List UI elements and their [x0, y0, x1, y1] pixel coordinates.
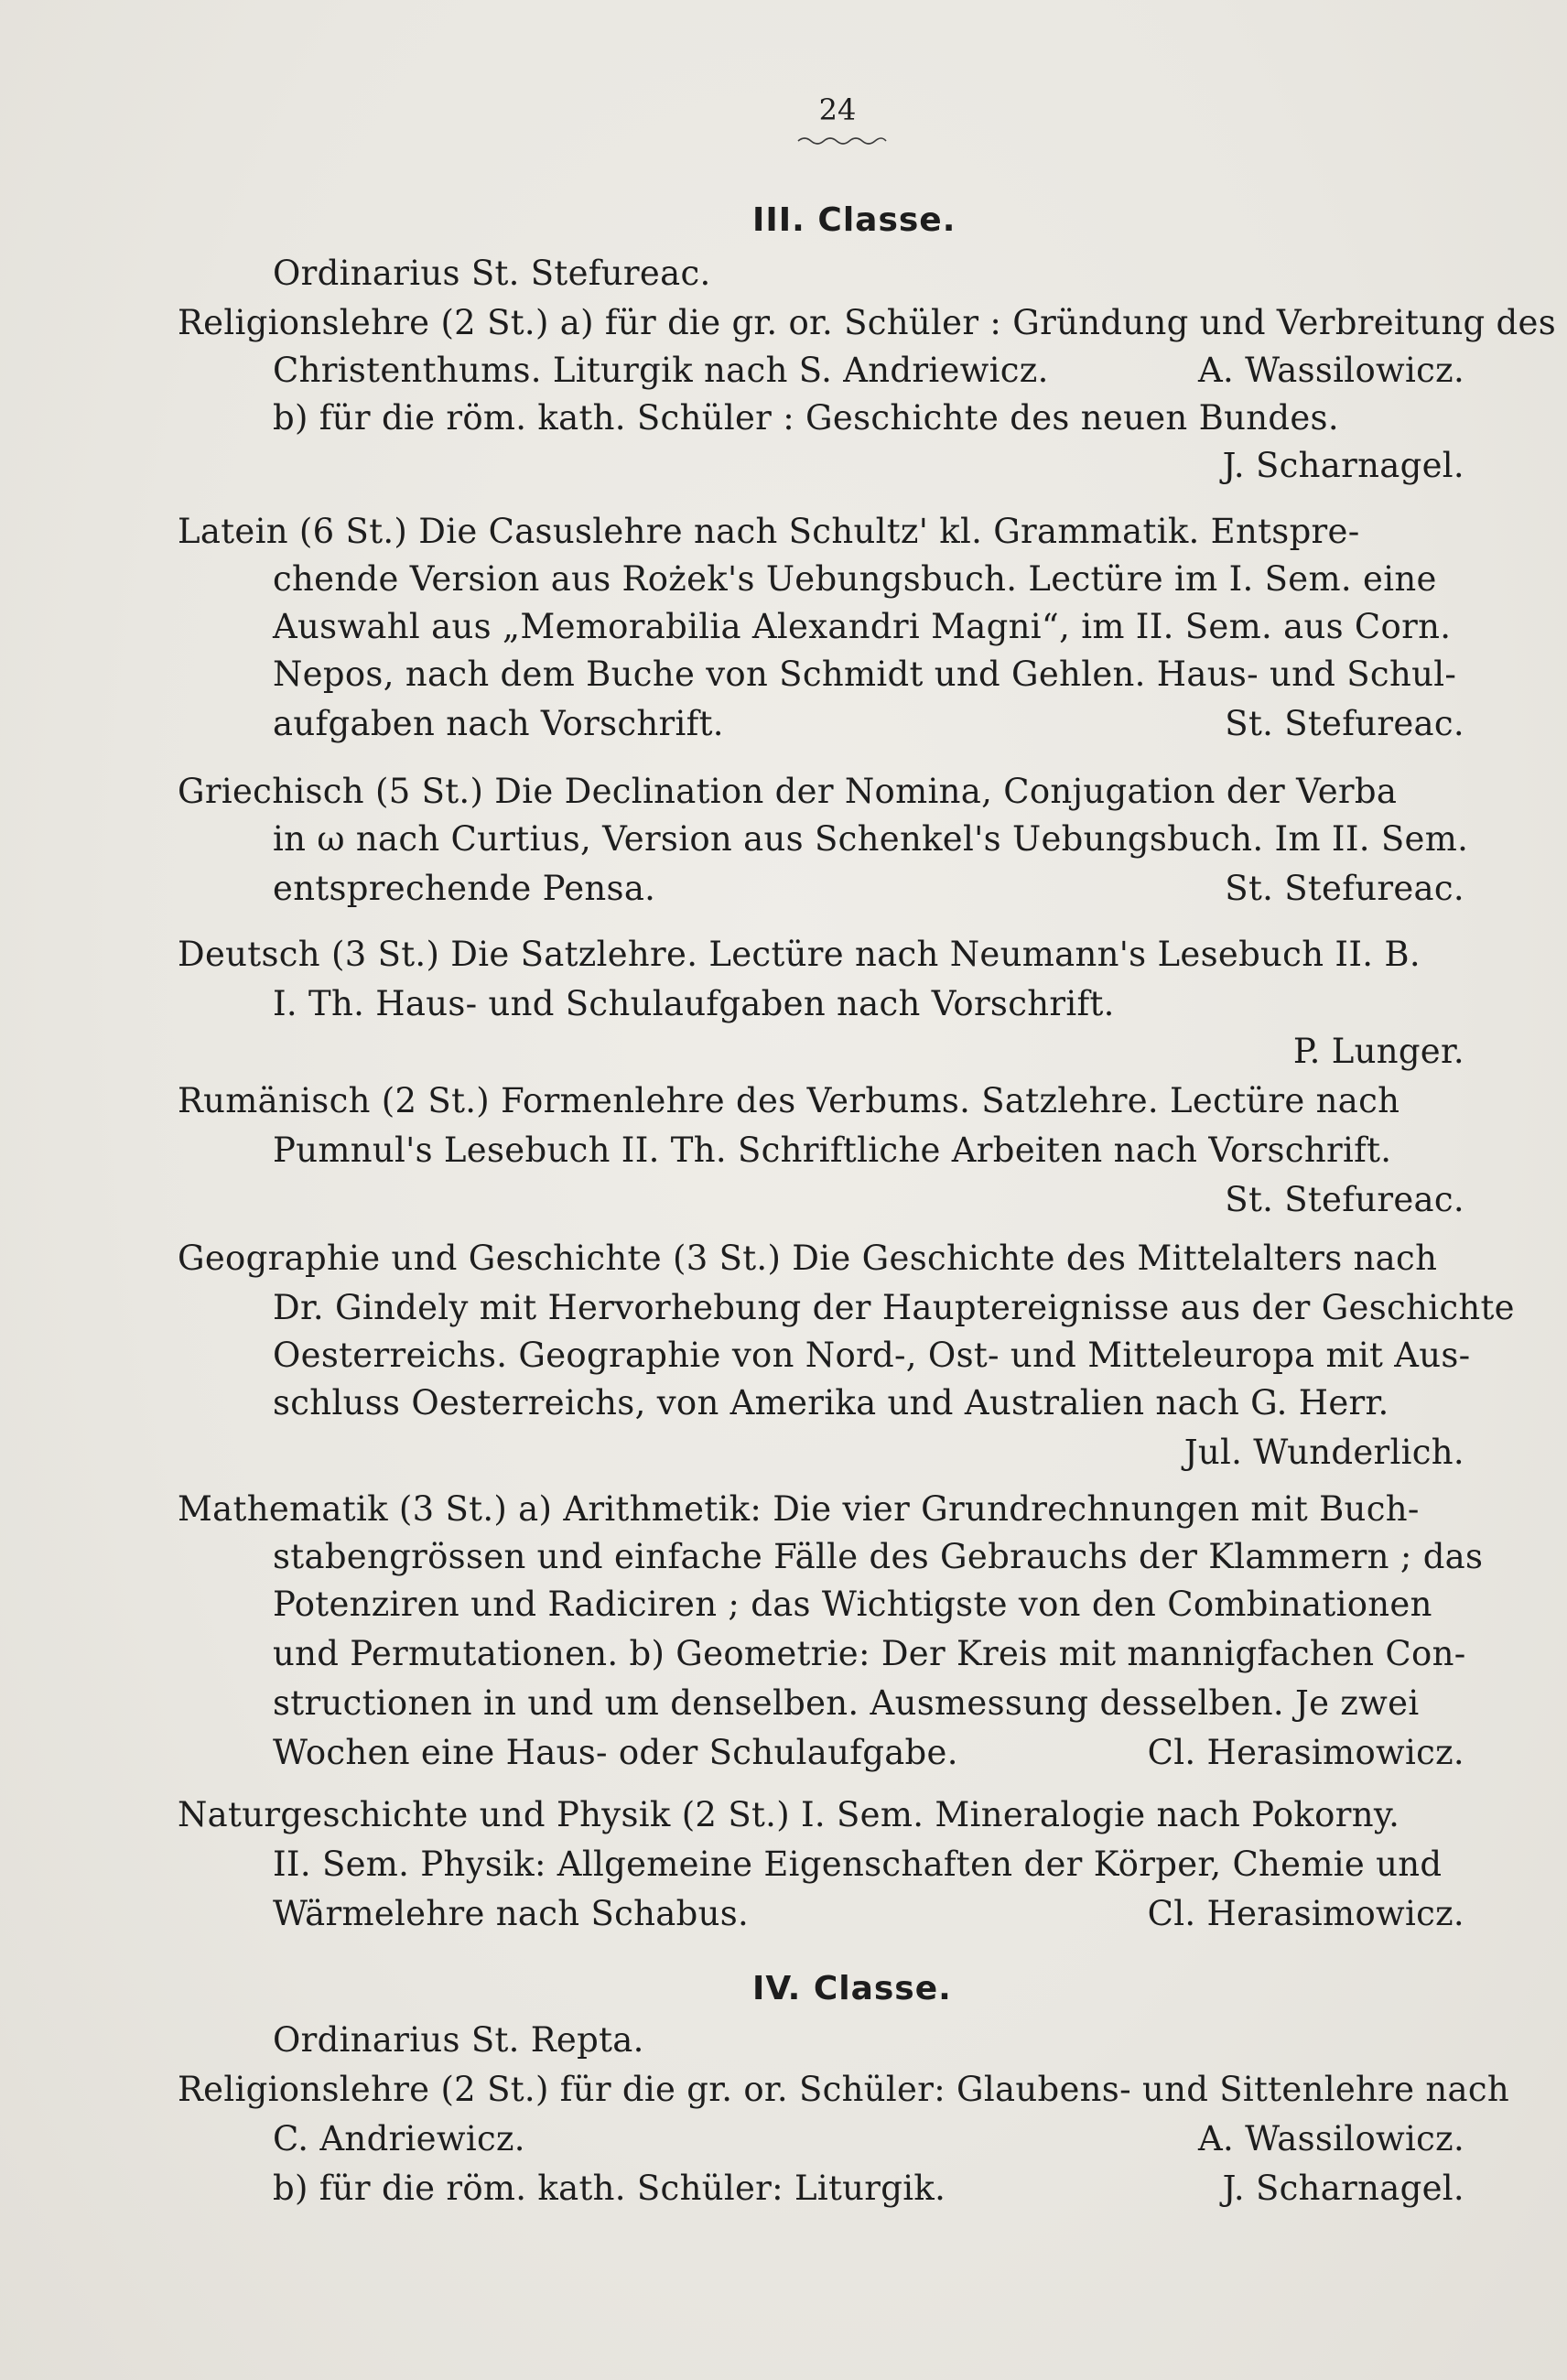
section-iv-title: IV. Classe. — [752, 1970, 952, 2007]
text-line: Latein (6 St.) Die Casuslehre nach Schultz' kl. Grammatik. Entspre- — [178, 512, 1360, 551]
text-line: Oesterreichs. Geographie von Nord-, Ost- und Mitteleuropa mit Aus- — [273, 1336, 1471, 1375]
text-line: Naturgeschichte und Physik (2 St.) I. Sem. Mineralogie nach Pokorny. — [178, 1795, 1400, 1834]
text-line: Geographie und Geschichte (3 St.) Die Geschichte des Mittelalters nach — [178, 1239, 1438, 1278]
text-line: Griechisch (5 St.) Die Declination der Nomina, Conjugation der Verba — [178, 772, 1398, 811]
teacher-signature: J. Scharnagel. — [1222, 2169, 1464, 2208]
teacher-signature: St. Stefureac. — [1225, 704, 1464, 743]
text-line: schluss Oesterreichs, von Amerika und Australien nach G. Herr. — [273, 1383, 1389, 1423]
text-line: I. Th. Haus- und Schulaufgaben nach Vorschrift. — [273, 984, 1115, 1023]
text-line: Wärmelehre nach Schabus. — [273, 1894, 750, 1933]
text-line: Religionslehre (2 St.) für die gr. or. Schüler: Glaubens- und Sittenlehre nach — [178, 2070, 1510, 2109]
teacher-signature: Cl. Herasimowicz. — [1147, 1733, 1464, 1772]
text-line: structionen in und um denselben. Ausmessung desselben. Je zwei — [273, 1683, 1420, 1723]
text-line: Potenziren und Radiciren ; das Wichtigste von den Combinationen — [273, 1585, 1432, 1624]
text-line: Auswahl aus „Memorabilia Alexandri Magni“, im II. Sem. aus Corn. — [273, 607, 1452, 646]
teacher-signature: J. Scharnagel. — [1222, 446, 1464, 485]
text-line: Ordinarius St. Repta. — [273, 2020, 644, 2060]
text-line: Religionslehre (2 St.) a) für die gr. or. Schüler : Gründung und Verbreitung des — [178, 303, 1556, 342]
teacher-signature: Jul. Wunderlich. — [1183, 1433, 1464, 1472]
text-line: und Permutationen. b) Geometrie: Der Kreis mit mannigfachen Con- — [273, 1634, 1466, 1673]
teacher-signature: St. Stefureac. — [1225, 869, 1464, 908]
text-line: chende Version aus Rożek's Uebungsbuch. Lectüre im I. Sem. eine — [273, 559, 1437, 599]
text-line: b) für die röm. kath. Schüler : Geschichte des neuen Bundes. — [273, 398, 1339, 438]
text-line: Rumänisch (2 St.) Formenlehre des Verbums. Satzlehre. Lectüre nach — [178, 1081, 1400, 1120]
text-line: stabengrössen und einfache Fälle des Gebrauchs der Klammern ; das — [273, 1537, 1484, 1576]
text-line: C. Andriewicz. — [273, 2119, 525, 2158]
text-line: aufgaben nach Vorschrift. — [273, 704, 724, 743]
text-line: entsprechende Pensa. — [273, 869, 656, 908]
page-number: 24 — [818, 92, 857, 127]
text-line: in ω nach Curtius, Version aus Schenkel's Uebungsbuch. Im II. Sem. — [273, 819, 1469, 859]
teacher-signature: P. Lunger. — [1292, 1032, 1464, 1071]
text-line: Dr. Gindely mit Hervorhebung der Hauptereignisse aus der Geschichte — [273, 1288, 1515, 1327]
text-line: Ordinarius St. Stefureac. — [273, 254, 711, 293]
text-line: Mathematik (3 St.) a) Arithmetik: Die vier Grundrechnungen mit Buch- — [178, 1489, 1420, 1529]
text-line: b) für die röm. kath. Schüler: Liturgik. — [273, 2169, 946, 2208]
text-line: Pumnul's Lesebuch II. Th. Schriftliche Arbeiten nach Vorschrift. — [273, 1130, 1392, 1170]
text-line: Deutsch (3 St.) Die Satzlehre. Lectüre nach Neumann's Lesebuch II. B. — [178, 935, 1421, 974]
text-line: Wochen eine Haus- oder Schulaufgabe. — [273, 1733, 958, 1772]
teacher-signature: St. Stefureac. — [1225, 1180, 1464, 1219]
teacher-signature: Cl. Herasimowicz. — [1147, 1894, 1464, 1933]
text-line: Christenthums. Liturgik nach S. Andriewicz. — [273, 351, 1049, 390]
teacher-signature: A. Wassilowicz. — [1197, 351, 1464, 390]
section-iii-title: III. Classe. — [752, 201, 956, 239]
text-line: II. Sem. Physik: Allgemeine Eigenschaften der Körper, Chemie und — [273, 1844, 1443, 1884]
text-line: Nepos, nach dem Buche von Schmidt und Gehlen. Haus- und Schul- — [273, 654, 1457, 694]
ornament-swash — [796, 134, 888, 148]
teacher-signature: A. Wassilowicz. — [1197, 2119, 1464, 2158]
